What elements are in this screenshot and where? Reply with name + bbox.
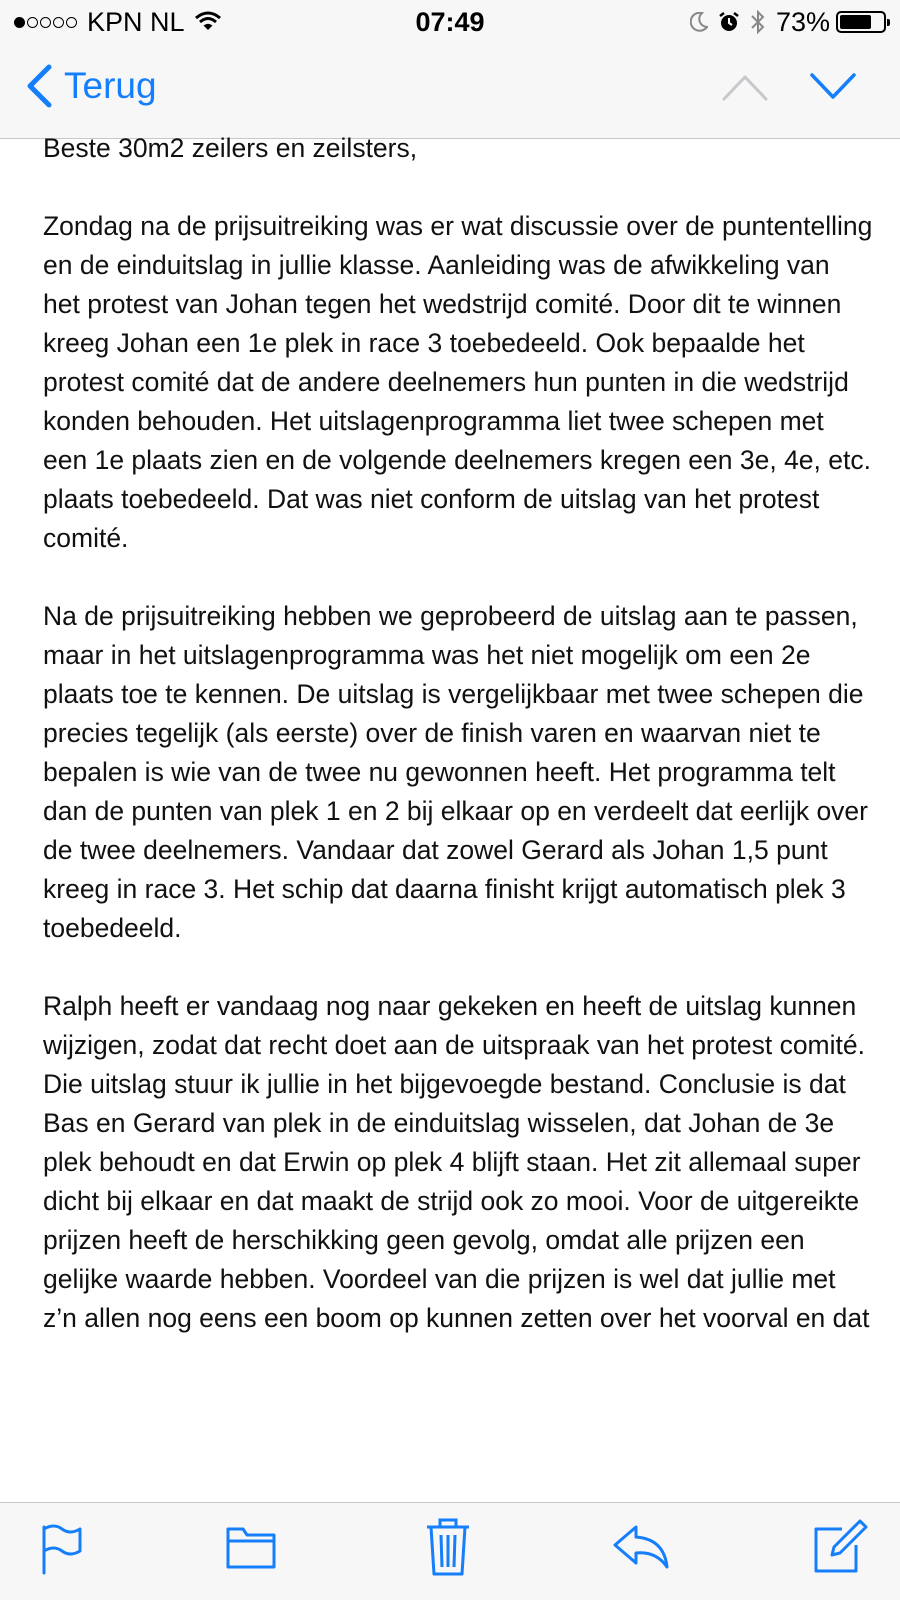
next-message-button[interactable] (810, 72, 856, 107)
reply-button[interactable] (612, 1523, 670, 1576)
chevron-down-icon (810, 72, 856, 102)
chevron-left-icon (26, 64, 52, 108)
previous-message-button[interactable] (722, 72, 768, 107)
move-to-folder-button[interactable] (225, 1523, 277, 1576)
carrier-name: KPN NL (87, 7, 185, 37)
folder-icon (225, 1523, 277, 1571)
chevron-up-icon (722, 72, 768, 102)
email-paragraph: Na de prijsuitreiking hebben we geprobeerd de uitslag aan te passen, maar in het uitslagenprogramma was het niet mogelijk om een 2e plaats toe te kennen. De uitslag is vergelijkbaar met twee schepen die precies tegelijk (als eerste) over de finish varen en waarvan niet te bepalen is wie van de twee nu gewonnen heeft. Het programma telt dan de punten van plek 1 en 2 bij elkaar op en verdeelt dat eerlijk over de twee deelnemers. Vandaar dat zowel Gerard als Johan 1,5 punt kreeg in race 3. Het schip dat daarna finisht krijgt automatisch plek 3 toebedeeld. (43, 601, 868, 943)
status-bar (0, 0, 900, 44)
back-label: Terug (64, 65, 157, 106)
email-greeting: Beste 30m2 zeilers en zeilsters, (43, 133, 418, 163)
status-right (680, 0, 886, 44)
email-body (43, 129, 873, 1377)
back-button[interactable] (26, 64, 157, 108)
delete-button[interactable] (425, 1517, 471, 1582)
battery-percentage: 73% (775, 7, 830, 37)
flag-icon (40, 1523, 84, 1575)
moon-icon (690, 12, 708, 32)
compose-button[interactable] (812, 1517, 868, 1580)
bottom-toolbar (0, 1502, 900, 1600)
flag-button[interactable] (40, 1523, 84, 1580)
bluetooth-icon (750, 9, 766, 35)
nav-bar (0, 44, 900, 139)
battery-icon (836, 11, 886, 33)
status-time: 07:49 (415, 7, 485, 37)
compose-icon (812, 1517, 868, 1575)
email-paragraph: Ralph heeft er vandaag nog naar gekeken en heeft de uitslag kunnen wijzigen, zodat dat recht doet aan de uitspraak van het protest comité. Die uitslag stuur ik jullie in het bijgevoegde bestand. Conclusie is dat Bas en Gerard van plek in de einduitslag wisselen, dat Johan de 3e plek behoudt en dat Erwin op plek 4 blijft staan. Het zit allemaal super dicht bij elkaar en dat maakt de strijd ook zo mooi. Voor de uitgereikte prijzen heeft de herschikking geen gevolg, omdat alle prijzen een gelijke waarde hebben. Voordeel van die prijzen is wel dat jullie met z’n allen nog eens een boom op kunnen zetten over het voorval en dat (43, 991, 870, 1333)
reply-icon (612, 1523, 670, 1571)
alarm-icon (718, 11, 740, 33)
email-paragraph: Zondag na de prijsuitreiking was er wat discussie over de puntentelling en de einduitslag in jullie klasse. Aanleiding was de afwikkeling van het protest van Johan tegen het wedstrijd comité. Door dit te winnen kreeg Johan een 1e plek in race 3 toebedeeld. Ook bepaalde het protest comité dat de andere deelnemers hun punten in die wedstrijd konden behouden. Het uitslagenprogramma liet twee schepen met een 1e plaats zien en de volgende deelnemers kregen een 3e, 4e, etc. plaats toebedeeld. Dat was niet conform de uitslag van het protest comité. (43, 211, 873, 553)
trash-icon (425, 1517, 471, 1577)
